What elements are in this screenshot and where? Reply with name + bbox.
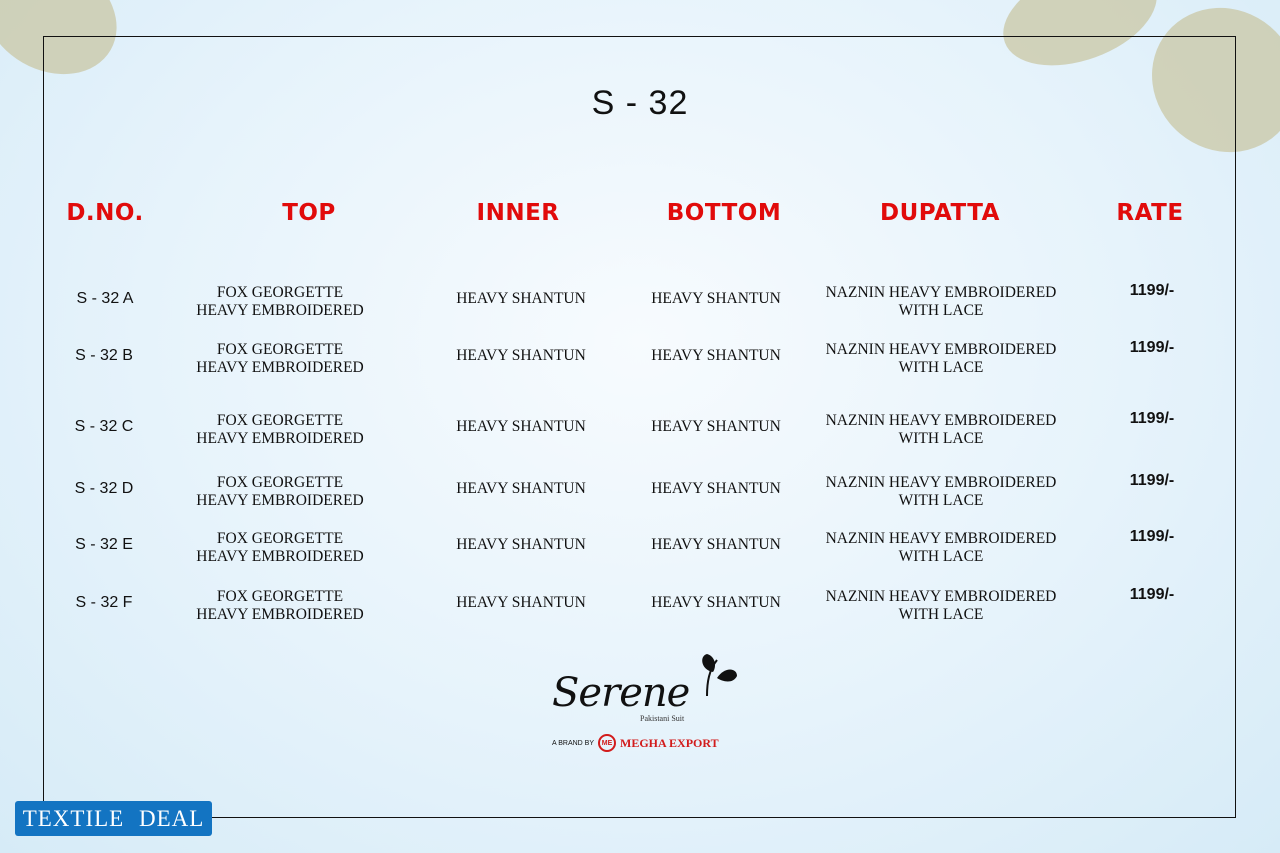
dupatta-cell — [826, 284, 1057, 320]
dupatta-line2: WITH LACE — [898, 430, 984, 447]
dupatta-line2: WITH LACE — [898, 548, 984, 565]
dno-cell: S - 32 E — [75, 536, 133, 553]
table-row — [0, 474, 1280, 514]
header-dno: D.NO. — [66, 200, 144, 226]
inner-cell: HEAVY SHANTUN — [456, 290, 586, 307]
dupatta-cell — [826, 474, 1057, 510]
dupatta-cell — [826, 412, 1057, 448]
rate-cell: 1199/- — [1129, 410, 1175, 427]
dno-cell: S - 32 B — [75, 347, 133, 364]
top-line1: FOX GEORGETTE — [216, 474, 344, 491]
top-cell — [196, 474, 364, 510]
table-row — [0, 412, 1280, 452]
top-cell — [196, 341, 364, 377]
rate-cell: 1199/- — [1129, 528, 1175, 545]
top-line1: FOX GEORGETTE — [216, 412, 344, 429]
logo-script-text: Serene — [552, 670, 690, 716]
brand-initials: ME — [601, 739, 613, 747]
brand-logo — [540, 652, 740, 757]
inner-cell: HEAVY SHANTUN — [456, 536, 586, 553]
inner-cell: HEAVY SHANTUN — [456, 480, 586, 497]
rate-cell: 1199/- — [1129, 339, 1175, 356]
dupatta-line2: WITH LACE — [898, 492, 984, 509]
dupatta-line1: NAZNIN HEAVY EMBROIDERED — [825, 588, 1057, 605]
table-row — [0, 530, 1280, 570]
bottom-cell: HEAVY SHANTUN — [651, 480, 781, 497]
header-bottom: BOTTOM — [666, 200, 782, 226]
bottom-cell: HEAVY SHANTUN — [651, 418, 781, 435]
dupatta-cell — [826, 530, 1057, 566]
top-line2: HEAVY EMBROIDERED — [196, 359, 364, 376]
header-rate: RATE — [1116, 200, 1184, 226]
top-cell — [196, 530, 364, 566]
table-row — [0, 588, 1280, 628]
header-dupatta: DUPATTA — [880, 200, 1000, 226]
top-line1: FOX GEORGETTE — [216, 588, 344, 605]
dupatta-line1: NAZNIN HEAVY EMBROIDERED — [825, 530, 1057, 547]
dupatta-line2: WITH LACE — [898, 359, 984, 376]
dupatta-cell — [826, 341, 1057, 377]
table-row — [0, 341, 1280, 381]
dupatta-line1: NAZNIN HEAVY EMBROIDERED — [825, 474, 1057, 491]
top-line2: HEAVY EMBROIDERED — [196, 548, 364, 565]
rate-cell: 1199/- — [1129, 282, 1175, 299]
dno-cell: S - 32 C — [74, 418, 134, 435]
top-line2: HEAVY EMBROIDERED — [196, 492, 364, 509]
brand-name: MEGHA EXPORT — [620, 735, 719, 750]
dupatta-line1: NAZNIN HEAVY EMBROIDERED — [825, 341, 1057, 358]
dupatta-cell — [826, 588, 1057, 624]
inner-cell: HEAVY SHANTUN — [456, 594, 586, 611]
top-line2: HEAVY EMBROIDERED — [196, 302, 364, 319]
dupatta-line1: NAZNIN HEAVY EMBROIDERED — [825, 412, 1057, 429]
top-cell — [196, 412, 364, 448]
brand-prefix: A BRAND BY — [552, 739, 595, 747]
top-line2: HEAVY EMBROIDERED — [196, 606, 364, 623]
top-line1: FOX GEORGETTE — [216, 284, 344, 301]
inner-cell: HEAVY SHANTUN — [456, 418, 586, 435]
top-cell — [196, 284, 364, 320]
top-line2: HEAVY EMBROIDERED — [196, 430, 364, 447]
bottom-cell: HEAVY SHANTUN — [651, 347, 781, 364]
bottom-cell: HEAVY SHANTUN — [651, 536, 781, 553]
top-cell — [196, 588, 364, 624]
rate-cell: 1199/- — [1129, 472, 1175, 489]
rate-cell: 1199/- — [1129, 586, 1175, 603]
top-line1: FOX GEORGETTE — [216, 530, 344, 547]
logo-subtitle: Pakistani Suit — [640, 714, 685, 723]
bottom-cell: HEAVY SHANTUN — [651, 290, 781, 307]
dno-cell: S - 32 A — [76, 290, 134, 307]
top-line1: FOX GEORGETTE — [216, 341, 344, 358]
inner-cell: HEAVY SHANTUN — [456, 347, 586, 364]
header-top: TOP — [282, 200, 336, 226]
textile-deal-watermark: TEXTILE DEAL — [15, 801, 212, 836]
brand-line — [552, 734, 719, 752]
dno-cell: S - 32 F — [75, 594, 133, 611]
dupatta-line2: WITH LACE — [898, 606, 984, 623]
page-title: S - 32 — [591, 84, 689, 122]
bottom-cell: HEAVY SHANTUN — [651, 594, 781, 611]
leaf-sprout-icon — [695, 652, 740, 697]
dupatta-line1: NAZNIN HEAVY EMBROIDERED — [825, 284, 1057, 301]
dupatta-line2: WITH LACE — [898, 302, 984, 319]
dno-cell: S - 32 D — [74, 480, 134, 497]
table-row — [0, 284, 1280, 324]
megha-export-emblem-icon — [598, 734, 616, 752]
header-inner: INNER — [476, 200, 560, 226]
